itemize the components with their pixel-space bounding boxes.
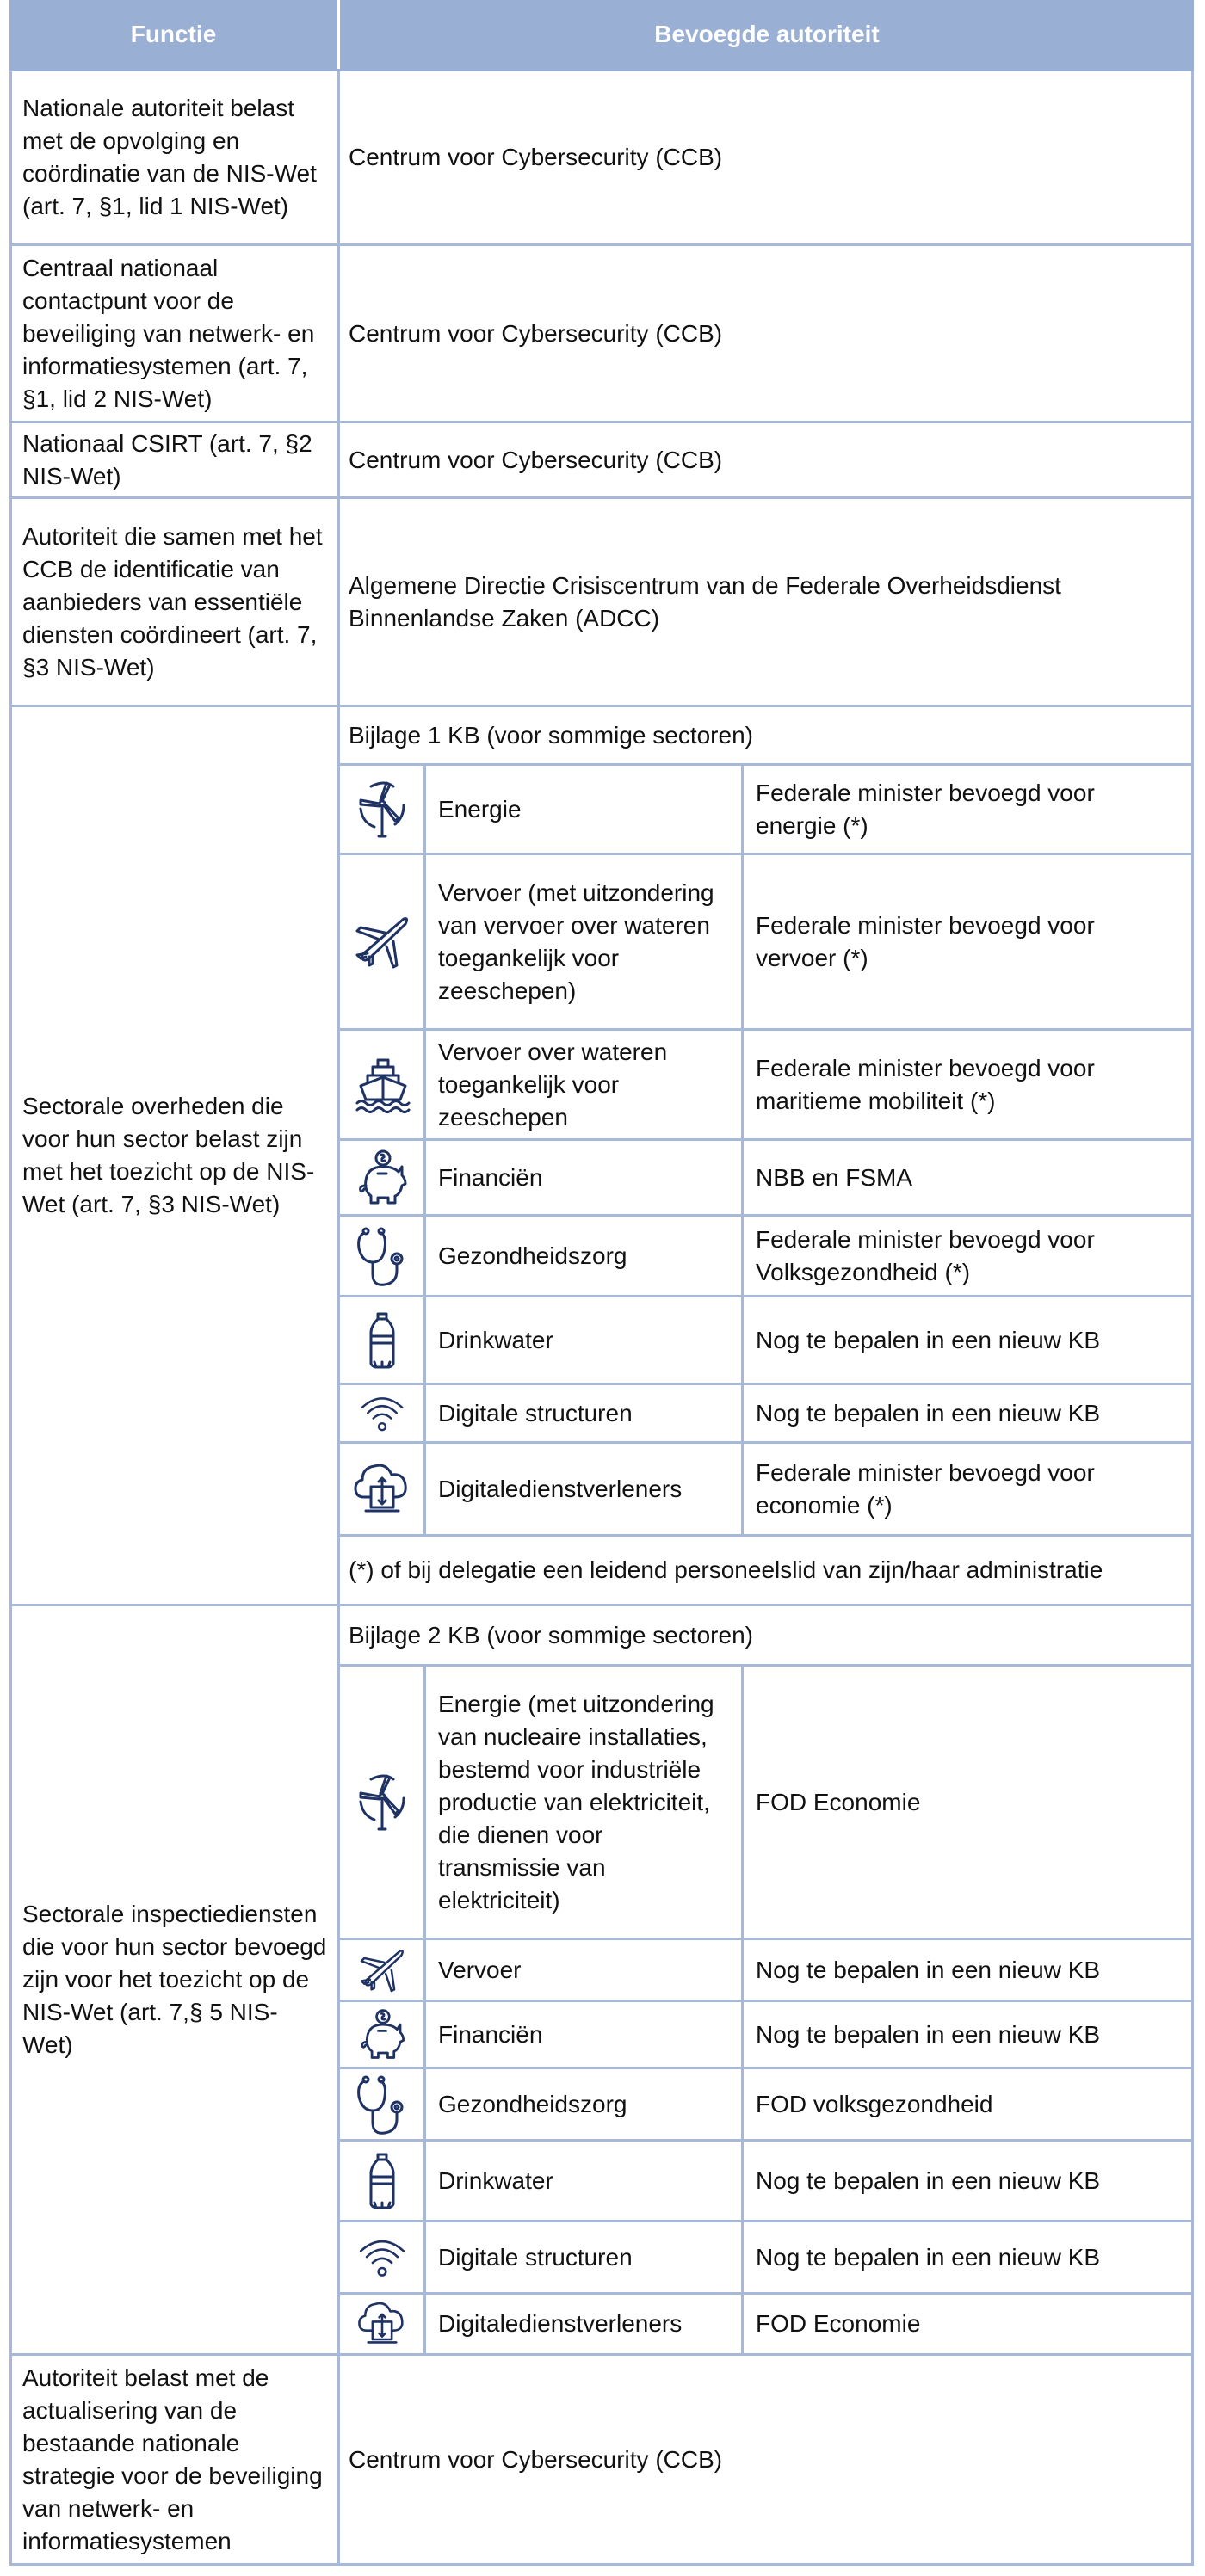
- sector-authority: Nog te bepalen in een nieuw KB: [756, 2243, 1101, 2271]
- table-header: [9, 0, 1194, 71]
- water-bottle-icon: [352, 1310, 412, 1371]
- table-row: [9, 423, 1194, 499]
- sector-row: [340, 2222, 1191, 2295]
- sector-subtable-2: [340, 1606, 1194, 2353]
- sector-name: Digitaledienstverleners: [426, 2295, 744, 2353]
- airplane-icon: [352, 912, 412, 972]
- functie-cell: Nationale autoriteit belast met de opvolging en coördinatie van de NIS-Wet (art. 7, §1, lid 1 NIS-Wet): [9, 71, 340, 243]
- sector-authority: Nog te bepalen in een nieuw KB: [756, 2166, 1101, 2194]
- sector-name: Energie (met uitzondering van nucleaire installaties, bestemd voor industriële productie van elektriciteit, die dienen voor transmissie van elektriciteit): [426, 1667, 744, 1938]
- sector-authority: Federale minister bevoegd voor vervoer (*): [756, 911, 1095, 971]
- cloud-laptop-icon: [352, 1459, 412, 1519]
- functie-cell: Autoriteit die samen met het CCB de identificatie van aanbieders van essentiële diensten coördineert (art. 7, §3 NIS-Wet): [9, 499, 340, 705]
- sector-name: Financiën: [426, 1141, 744, 1214]
- functie-cell: Centraal nationaal contactpunt voor de beveiliging van netwerk- en informatiesystemen (art. 7, §1, lid 2 NIS-Wet): [9, 246, 340, 421]
- table-row: [9, 71, 1194, 246]
- piggy-bank-icon: [352, 1148, 412, 1208]
- sector-name: Digitale structuren: [426, 1385, 744, 1441]
- sector-name: Digitale structuren: [426, 2222, 744, 2292]
- functie-cell: Nationaal CSIRT (art. 7, §2 NIS-Wet): [9, 423, 340, 496]
- autoriteit-cell: Centrum voor Cybersecurity (CCB): [340, 2356, 1194, 2563]
- sector-row: [340, 1297, 1191, 1385]
- sector-name: Financiën: [426, 2002, 744, 2067]
- piggy-bank-icon: [355, 2007, 410, 2062]
- stethoscope-icon: [352, 1226, 412, 1286]
- sector-row: [340, 1667, 1191, 1940]
- sector-name: Drinkwater: [426, 1297, 744, 1383]
- functie-cell: Sectorale overheden die voor hun sector belast zijn met het toezicht op de NIS-Wet (art. 7, §3 NIS-Wet): [9, 707, 340, 1604]
- sector-authority: Nog te bepalen in een nieuw KB: [756, 1399, 1101, 1427]
- sector-name: Energie: [426, 766, 744, 853]
- sector-name: Gezondheidszorg: [426, 1217, 744, 1295]
- sector-block-2: [9, 1606, 1194, 2356]
- sector-row: [340, 2295, 1191, 2353]
- functie-cell: Sectorale inspectiediensten die voor hun sector bevoegd zijn voor het toezicht op de NIS-Wet (art. 7,§ 5 NIS-Wet): [9, 1606, 340, 2353]
- sector-authority: Nog te bepalen in een nieuw KB: [756, 1326, 1101, 1353]
- wifi-icon: [356, 2232, 408, 2283]
- header-autoriteit: Bevoegde autoriteit: [654, 21, 880, 47]
- sector-row: [340, 1031, 1191, 1141]
- autoriteit-cell: Algemene Directie Crisiscentrum van de Federale Overheidsdienst Binnenlandse Zaken (ADCC): [340, 499, 1194, 705]
- autoriteit-cell: Centrum voor Cybersecurity (CCB): [340, 423, 1194, 496]
- header-functie: Functie: [9, 0, 340, 69]
- sector-row: [340, 1385, 1191, 1444]
- wifi-icon: [358, 1390, 406, 1438]
- sector-authority: Federale minister bevoegd voor economie (*): [756, 1458, 1095, 1519]
- sector-authority: Nog te bepalen in een nieuw KB: [756, 2020, 1101, 2048]
- table-row: [9, 499, 1194, 707]
- sector-name: Vervoer over wateren toegankelijk voor zeeschepen: [426, 1031, 744, 1138]
- sector-authority: Federale minister bevoegd voor maritieme mobiliteit (*): [756, 1054, 1095, 1114]
- airplane-icon: [357, 1945, 407, 1995]
- sector-name: Drinkwater: [426, 2142, 744, 2220]
- sector-authority: FOD Economie: [756, 1788, 921, 1815]
- sector-row: [340, 766, 1191, 855]
- functie-cell: Autoriteit belast met de actualisering van de bestaande nationale strategie voor de beveiliging van netwerk- en informatiesystemen: [9, 2356, 340, 2563]
- table-row: [9, 2356, 1194, 2566]
- sector-name: Vervoer: [426, 1940, 744, 2000]
- subtable-title: Bijlage 1 KB (voor sommige sectoren): [340, 707, 1191, 766]
- cloud-laptop-icon: [356, 2298, 408, 2350]
- sector-authority: Federale minister bevoegd voor energie (*): [756, 779, 1095, 839]
- wind-turbine-icon: [352, 1772, 412, 1833]
- sector-row: [340, 1217, 1191, 1297]
- sector-name: Gezondheidszorg: [426, 2069, 744, 2139]
- sector-row: [340, 1141, 1191, 1217]
- sector-row: [340, 2002, 1191, 2069]
- sector-authority: Federale minister bevoegd voor Volksgezondheid (*): [756, 1225, 1095, 1285]
- sector-name: Vervoer (met uitzondering van vervoer over wateren toegankelijk voor zeeschepen): [426, 855, 744, 1028]
- footnote: (*) of bij delegatie een leidend personeelslid van zijn/haar administratie: [349, 1556, 1103, 1583]
- sector-authority: FOD Economie: [756, 2310, 921, 2337]
- autoriteit-cell: Centrum voor Cybersecurity (CCB): [340, 246, 1194, 421]
- sector-row: [340, 855, 1191, 1031]
- ship-icon: [352, 1055, 412, 1115]
- stethoscope-icon: [352, 2074, 412, 2135]
- sector-authority: Nog te bepalen in een nieuw KB: [756, 1956, 1101, 1983]
- wind-turbine-icon: [352, 780, 412, 840]
- sector-row: [340, 1940, 1191, 2002]
- sector-row: [340, 1444, 1191, 1537]
- sector-block-1: [9, 707, 1194, 1606]
- autoriteit-cell: Centrum voor Cybersecurity (CCB): [340, 71, 1194, 243]
- sector-name: Digitaledienstverleners: [426, 1444, 744, 1534]
- subtable-title: Bijlage 2 KB (voor sommige sectoren): [340, 1606, 1191, 1667]
- sector-authority: FOD volksgezondheid: [756, 2090, 993, 2117]
- sector-subtable-1: [340, 707, 1194, 1604]
- sector-row: [340, 2069, 1191, 2142]
- table-row: [9, 246, 1194, 423]
- sector-row: [340, 2142, 1191, 2222]
- sector-authority: NBB en FSMA: [756, 1163, 913, 1191]
- water-bottle-icon: [352, 2151, 412, 2211]
